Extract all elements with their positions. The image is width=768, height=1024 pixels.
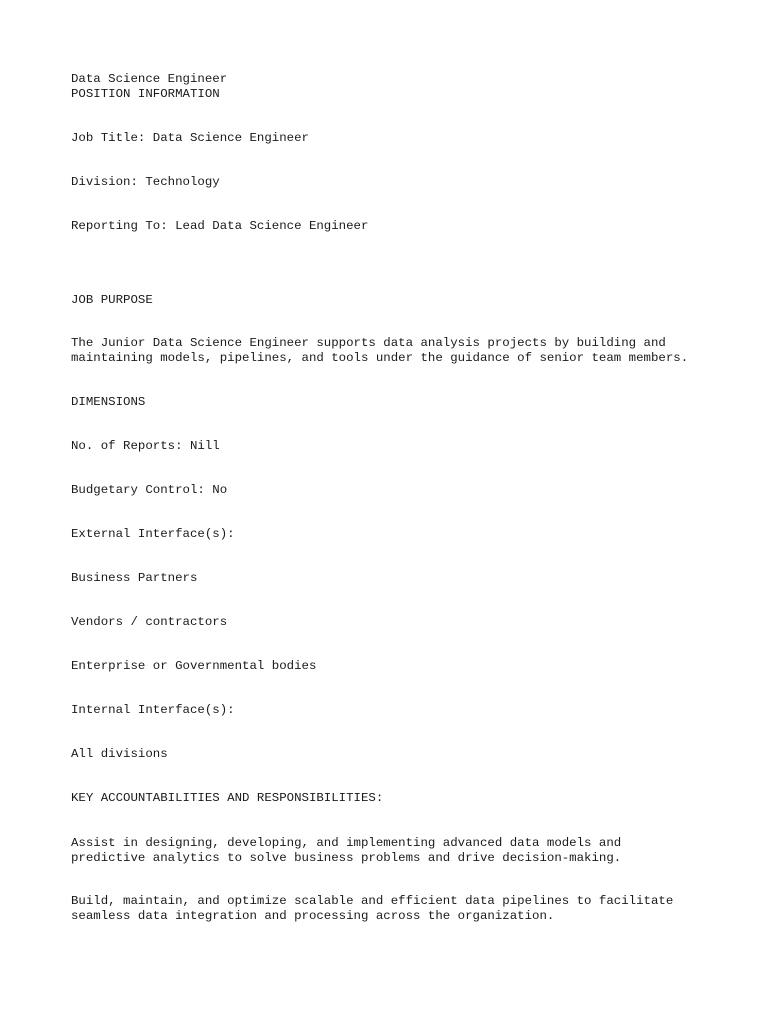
internal-interface-item: All divisions bbox=[71, 747, 168, 761]
responsibility-paragraph bbox=[71, 836, 621, 865]
job-purpose-paragraph bbox=[71, 336, 688, 365]
document-title: Data Science Engineer bbox=[71, 72, 228, 86]
job-title-line: Job Title: Data Science Engineer bbox=[71, 131, 309, 145]
external-interfaces-heading: External Interface(s): bbox=[71, 527, 235, 541]
section-heading-key-accountabilities: KEY ACCOUNTABILITIES AND RESPONSIBILITIES: bbox=[71, 791, 384, 805]
responsibility-paragraph bbox=[71, 894, 673, 923]
section-heading-position-information: POSITION INFORMATION bbox=[71, 87, 220, 101]
paragraph-line: predictive analytics to solve business problems and drive decision-making. bbox=[71, 850, 622, 865]
budgetary-control-line: Budgetary Control: No bbox=[71, 483, 228, 497]
internal-interfaces-heading: Internal Interface(s): bbox=[71, 703, 235, 717]
division-line: Division: Technology bbox=[71, 175, 220, 189]
external-interface-item: Business Partners bbox=[71, 571, 198, 585]
paragraph-line: Build, maintain, and optimize scalable and efficient data pipelines to facilitate bbox=[71, 894, 674, 908]
paragraph-line: seamless data integration and processing across the organization. bbox=[71, 908, 555, 923]
external-interface-item: Vendors / contractors bbox=[71, 615, 228, 629]
paragraph-line: maintaining models, pipelines, and tools under the guidance of senior team members. bbox=[71, 350, 689, 365]
external-interface-item: Enterprise or Governmental bodies bbox=[71, 659, 317, 673]
section-heading-job-purpose: JOB PURPOSE bbox=[71, 293, 153, 307]
reports-line: No. of Reports: Nill bbox=[71, 439, 220, 453]
reporting-to-line: Reporting To: Lead Data Science Engineer bbox=[71, 219, 369, 233]
paragraph-line: Assist in designing, developing, and implementing advanced data models and bbox=[71, 836, 622, 850]
paragraph-line: The Junior Data Science Engineer supports data analysis projects by building and bbox=[71, 336, 666, 350]
section-heading-dimensions: DIMENSIONS bbox=[71, 395, 146, 409]
